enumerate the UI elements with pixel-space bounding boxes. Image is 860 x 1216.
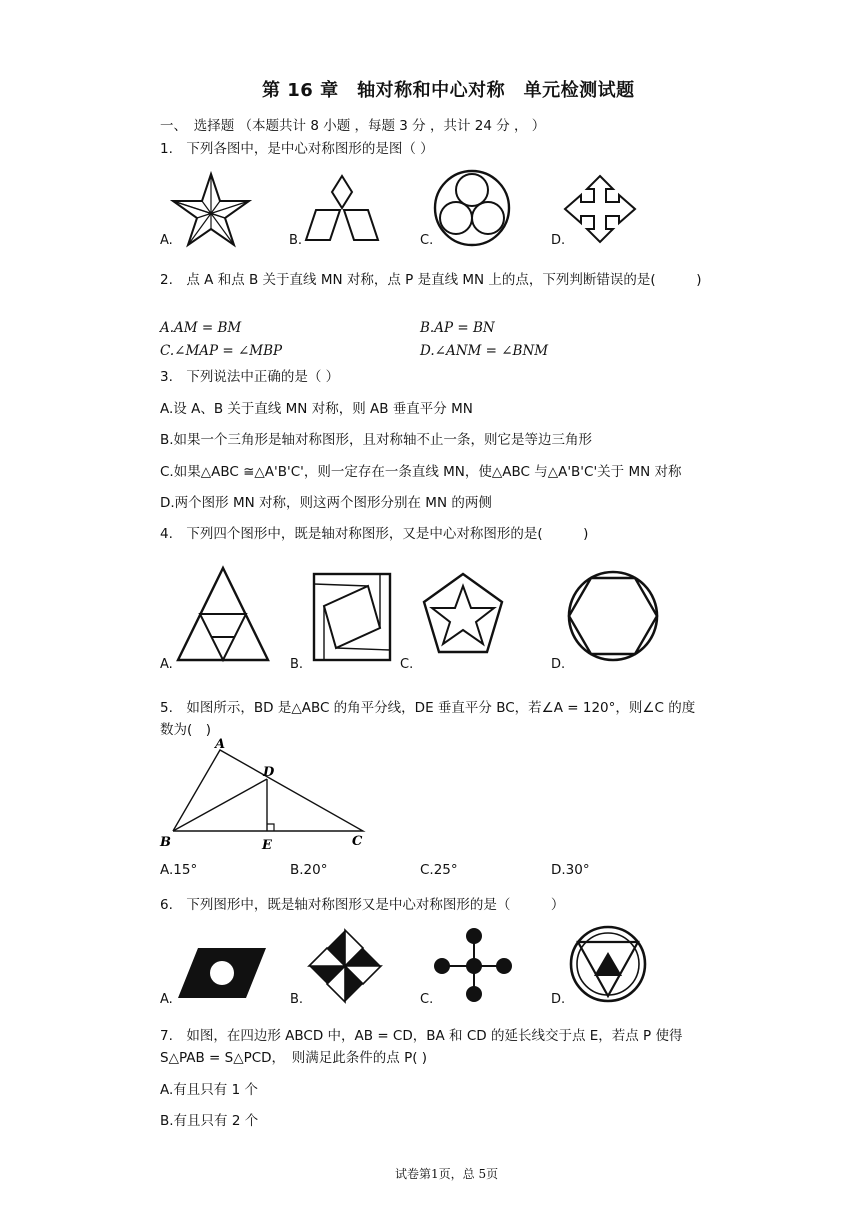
q6-figure-b-pinwheel-icon xyxy=(305,926,385,1006)
q4-option-b: B. xyxy=(290,657,304,672)
q6-stem: 6. 下列图形中，既是轴对称图形又是中心对称图形的是（ ） xyxy=(160,897,565,913)
q5-label-e: E xyxy=(262,838,272,853)
q3-option-d: D.两个图形 MN 对称，则这两个图形分别在 MN 的两侧 xyxy=(160,495,492,511)
q5-stem-line2: 数为( ) xyxy=(160,722,212,738)
q4-option-c: C. xyxy=(400,657,414,672)
q1-figure-c-circles-icon xyxy=(432,168,512,248)
q1-figure-b-diamonds-icon xyxy=(302,174,382,242)
q3-option-b: B.如果一个三角形是轴对称图形，且对称轴不止一条，则它是等边三角形 xyxy=(160,432,593,448)
q1-figure-a-star-icon xyxy=(170,172,252,248)
q6-figure-a-parallelogram-icon xyxy=(176,946,268,1000)
q1-option-d: D. xyxy=(551,233,566,248)
q5-label-a: A xyxy=(215,737,226,752)
q1-stem: 1. 下列各图中，是中心对称图形的是图（ ） xyxy=(160,141,434,157)
q6-option-c: C. xyxy=(420,992,434,1007)
q5-option-a: A.15° xyxy=(160,862,198,878)
q4-stem: 4. 下列四个图形中，既是轴对称图形，又是中心对称图形的是( ) xyxy=(160,526,589,542)
q4-option-a: A. xyxy=(160,657,173,672)
page-footer: 试卷第1页，总 5页 xyxy=(395,1167,499,1181)
q7-option-b: B.有且只有 2 个 xyxy=(160,1113,259,1129)
q3-stem: 3. 下列说法中正确的是（ ） xyxy=(160,369,340,385)
q5-option-d: D.30° xyxy=(551,862,590,878)
q7-option-a: A.有且只有 1 个 xyxy=(160,1082,258,1098)
q4-figure-d-circle-hexagon-icon xyxy=(566,570,660,662)
q6-option-b: B. xyxy=(290,992,304,1007)
q7-stem-line2: S△PAB = S△PCD， 则满足此条件的点 P( ) xyxy=(160,1050,428,1066)
page-title: 第 16 章 轴对称和中心对称 单元检测试题 xyxy=(262,80,635,101)
q5-option-b: B.20° xyxy=(290,862,328,878)
q2-option-d: D.∠ANM = ∠BNM xyxy=(420,343,549,359)
q6-figure-c-dots-cross-icon xyxy=(434,928,514,1002)
q2-option-a: A.AM = BM xyxy=(160,320,242,336)
q5-triangle-figure xyxy=(158,736,373,854)
q5-label-d: D xyxy=(263,765,275,780)
q7-stem-line1: 7. 如图，在四边形 ABCD 中，AB = CD，BA 和 CD 的延长线交于点 E，若点 P 使得 xyxy=(160,1028,683,1044)
q5-stem-line1: 5. 如图所示，BD 是△ABC 的角平分线，DE 垂直平分 BC，若∠A = 120°，则∠C 的度 xyxy=(160,700,696,716)
q6-option-d: D. xyxy=(551,992,566,1007)
q2-option-b: B.AP = BN xyxy=(420,320,495,336)
q6-option-a: A. xyxy=(160,992,173,1007)
section-heading: 一、 选择题 （本题共计 8 小题 ，每题 3 分 ，共计 24 分 ， ） xyxy=(160,118,546,134)
q5-label-b: B xyxy=(160,835,171,850)
q6-figure-d-circle-triangles-icon xyxy=(568,924,648,1004)
q4-option-d: D. xyxy=(551,657,566,672)
q1-figure-d-arrows-icon xyxy=(563,174,637,244)
q5-label-c: C xyxy=(352,834,363,849)
q3-option-a: A.设 A、B 关于直线 MN 对称，则 AB 垂直平分 MN xyxy=(160,401,473,417)
q4-figure-b-square-icon xyxy=(312,572,392,662)
q1-option-b: B. xyxy=(289,233,303,248)
q1-option-a: A. xyxy=(160,233,173,248)
q2-option-c: C.∠MAP = ∠MBP xyxy=(160,343,283,359)
q2-stem: 2. 点 A 和点 B 关于直线 MN 对称，点 P 是直线 MN 上的点，下列判断错误的是( ) xyxy=(160,272,702,288)
q3-option-c: C.如果△ABC ≅△A'B'C'，则一定存在一条直线 MN，使△ABC 与△A'B'C'关于 MN 对称 xyxy=(160,464,682,480)
q5-option-c: C.25° xyxy=(420,862,458,878)
q1-option-c: C. xyxy=(420,233,434,248)
q4-figure-a-triangle-icon xyxy=(176,566,270,662)
q4-figure-c-pentagon-star-icon xyxy=(422,572,504,658)
